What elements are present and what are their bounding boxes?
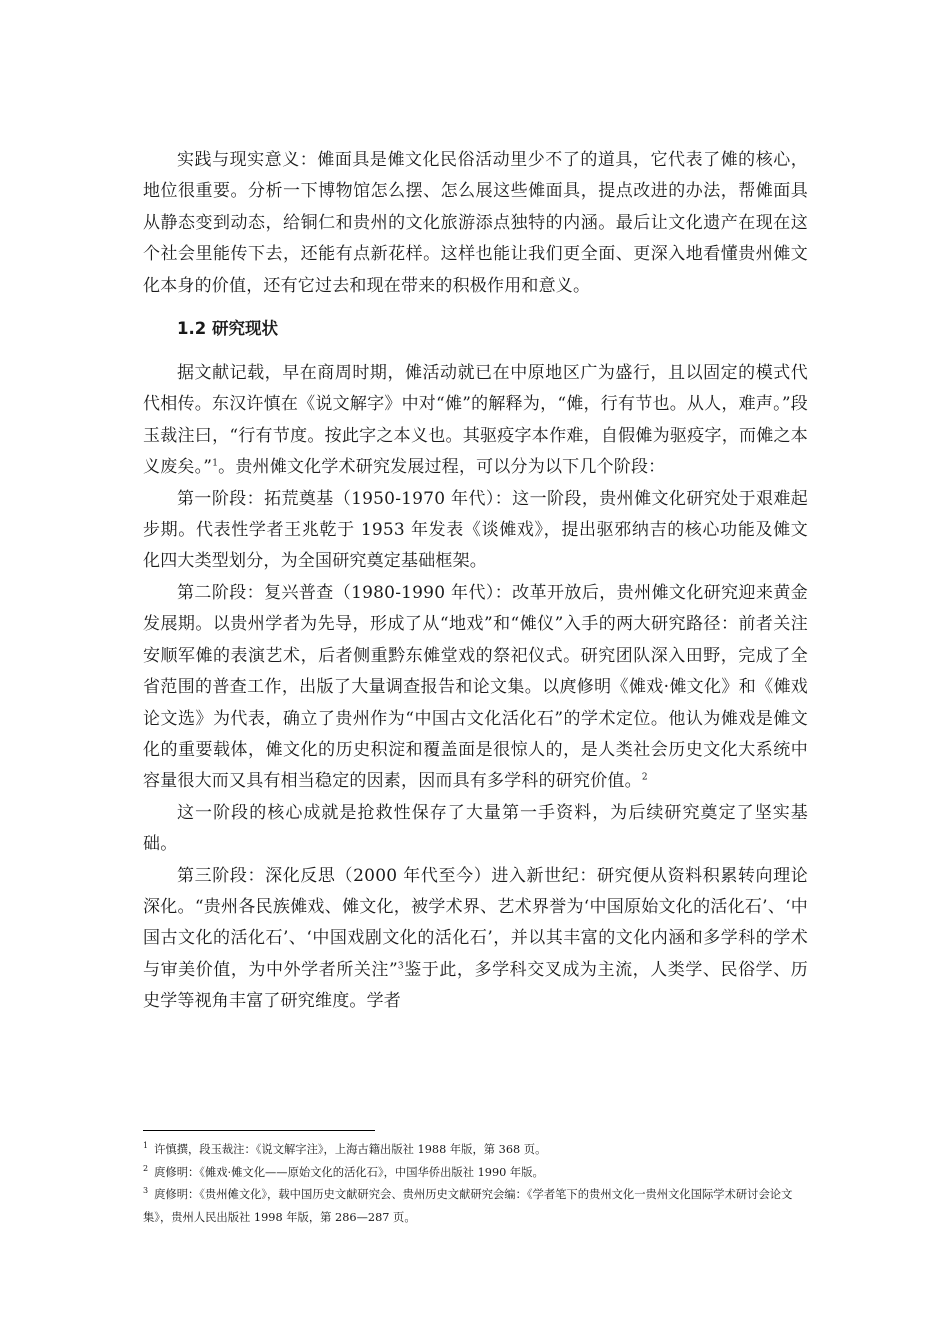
paragraph-stage-one — [143, 484, 808, 578]
paragraph-text: 第一阶段：拓荒奠基（1950-1970 年代）：这一阶段，贵州傩文化研究处于艰难起步期。代表性学者王兆乾于 1953 年发表《谈傩戏》，提出驱邪纳吉的核心功能及傩文化四大类型划分，为全国研究奠定基础框架。 — [143, 488, 808, 572]
footnote-1 — [143, 1139, 808, 1162]
paragraph-practical-significance — [143, 145, 808, 302]
paragraph-text: 第二阶段：复兴普查（1980-1990 年代）：改革开放后，贵州傩文化研究迎来黄金发展期。以贵州学者为先导，形成了从“地戏”和“傩仪”入手的两大研究路径：前者关注安顺军傩的表演艺术，后者侧重黔东傩堂戏的祭祀仪式。研究团队深入田野，完成了全省范围的普查工作，出版了大量调查报告和论文集。以庹修明《傩戏·傩文化》和《傩戏论文选》为代表，确立了贵州作为“中国古文化活化石”的学术定位。他认为傩戏是傩文化的重要载体，傩文化的历史积淀和覆盖面是很惊人的，是人类社会历史文化大系统中容量很大而又具有相当稳定的因素，因而具有多学科的研究价值。 — [143, 582, 808, 792]
paragraph-text: 实践与现实意义：傩面具是傩文化民俗活动里少不了的道具，它代表了傩的核心，地位很重要。分析一下博物馆怎么摆、怎么展这些傩面具，提点改进的办法，帮傩面具从静态变到动态，给铜仁和贵州的文化旅游添点独特的内涵。最后让文化遗产在现在这个社会里能传下去，还能有点新花样。这样也能让我们更全面、更深入地看懂贵州傩文化本身的价值，还有它过去和现在带来的积极作用和意义。 — [143, 150, 808, 296]
footnote-number: 1 — [143, 1141, 149, 1151]
footnote-ref-2[interactable]: 2 — [641, 772, 648, 783]
paragraph-text: 这一阶段的核心成就是抢救性保存了大量第一手资料，为后续研究奠定了坚实基础。 — [143, 802, 808, 855]
footnote-3 — [143, 1184, 808, 1229]
footnote-text: 庹修明：《傩戏·傩文化——原始文化的活化石》，中国华侨出版社 1990 年版。 — [154, 1165, 544, 1179]
footnote-ref-3[interactable]: 3 — [397, 961, 404, 972]
paragraph-text: 据文献记载，早在商周时期，傩活动就已在中原地区广为盛行，且以固定的模式代代相传。东汉许慎在《说文解字》中对“傩”的解释为，“傩，行有节也。从人，难声。”段玉裁注曰，“行有节度。按此字之本义也。其驱疫字本作难，自假傩为驱疫字，而傩之本义废矣。” — [143, 363, 808, 478]
paragraph-text-tail: 。贵州傩文化学术研究发展过程，可以分为以下几个阶段： — [218, 457, 666, 478]
paragraph-stage-three — [143, 861, 808, 1018]
footnote-text: 庹修明：《贵州傩文化》，载中国历史文献研究会、贵州历史文献研究会编：《学者笔下的贵州文化一贵州文化国际学术研讨会论文集》，贵州人民出版社 1998 年版，第 286—287 页。 — [143, 1188, 793, 1224]
paragraph-text: 第三阶段：深化反思（2000 年代至今）进入新世纪：研究便从资料积累转向理论深化。“贵州各民族傩戏、傩文化，被学术界、艺术界誉为‘中国原始文化的活化石’、‘中国古文化的活化石’、‘中国戏剧文化的活化石’，并以其丰富的文化内涵和多学科的学术与审美价值，为中外学者所关注” — [143, 865, 808, 980]
paragraph-text-tail: 鉴于此，多学科交叉成为主流，人类学、民俗学、历史学等视角丰富了研究维度。学者 — [143, 959, 808, 1012]
footnote-number: 3 — [143, 1186, 149, 1196]
footnote-separator — [143, 1130, 375, 1131]
body-text — [143, 145, 808, 1018]
paragraph-stage-two — [143, 578, 808, 798]
section-heading: 1.2 研究现状 — [177, 319, 278, 339]
footnotes — [143, 1139, 808, 1229]
footnote-text: 许慎撰，段玉裁注：《说文解字注》，上海古籍出版社 1988 年版，第 368 页。 — [154, 1143, 547, 1156]
footnote-2 — [143, 1162, 808, 1185]
paragraph-core-achievement — [143, 798, 808, 861]
footnote-number: 2 — [143, 1163, 149, 1173]
footnote-ref-1[interactable]: 1 — [212, 458, 219, 469]
paragraph-literature-record — [143, 358, 808, 484]
